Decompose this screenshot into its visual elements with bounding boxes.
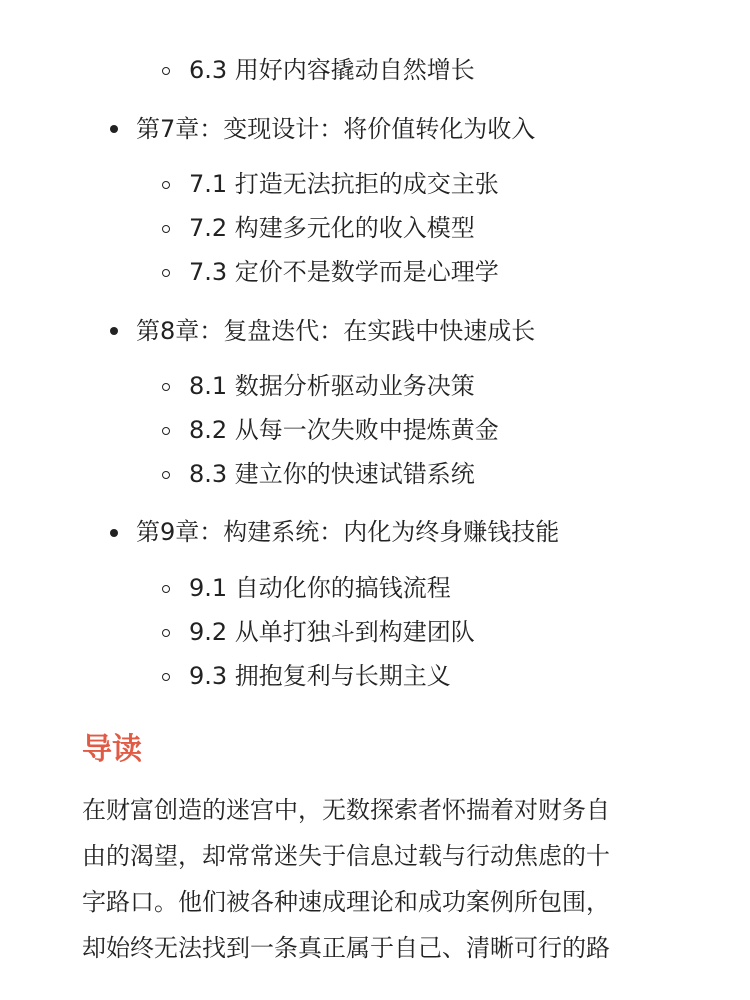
toc-subsection-label: 7.3 定价不是数学而是心理学 [189, 258, 499, 286]
hollow-circle-bullet-icon [162, 181, 170, 189]
toc-subsection-label: 8.1 数据分析驱动业务决策 [189, 372, 475, 400]
paragraph-line: 由的渴望，却常常迷失于信息过载与行动焦虑的十 [82, 842, 610, 870]
paragraph-line: 字路口。他们被各种速成理论和成功案例所包围， [82, 888, 610, 916]
paragraph-line: 在财富创造的迷宫中，无数探索者怀揣着对财务自 [82, 796, 610, 824]
filled-dot-bullet-icon [110, 327, 118, 335]
hollow-circle-bullet-icon [162, 67, 170, 75]
toc-subsection-label: 7.2 构建多元化的收入模型 [189, 214, 475, 242]
filled-dot-bullet-icon [110, 529, 118, 537]
hollow-circle-bullet-icon [162, 225, 170, 233]
hollow-circle-bullet-icon [162, 585, 170, 593]
hollow-circle-bullet-icon [162, 629, 170, 637]
hollow-circle-bullet-icon [162, 673, 170, 681]
toc-subsection-label: 9.3 拥抱复利与长期主义 [189, 662, 451, 690]
toc-subsection-label: 8.3 建立你的快速试错系统 [189, 460, 475, 488]
intro-paragraph [82, 787, 682, 971]
hollow-circle-bullet-icon [162, 427, 170, 435]
toc-subsection-label: 9.1 自动化你的搞钱流程 [189, 574, 451, 602]
toc-chapter-label: 第9章：构建系统：内化为终身赚钱技能 [136, 518, 560, 546]
toc-subsection-label: 8.2 从每一次失败中提炼黄金 [189, 416, 499, 444]
section-heading: 导读 [82, 732, 142, 767]
paragraph-line: 却始终无法找到一条真正属于自己、清晰可行的路 [82, 934, 610, 962]
toc-subsection-label: 9.2 从单打独斗到构建团队 [189, 618, 475, 646]
filled-dot-bullet-icon [110, 125, 118, 133]
toc-subsection-label: 6.3 用好内容撬动自然增长 [189, 56, 475, 84]
toc-subsection-label: 7.1 打造无法抗拒的成交主张 [189, 170, 499, 198]
hollow-circle-bullet-icon [162, 383, 170, 391]
hollow-circle-bullet-icon [162, 471, 170, 479]
toc-chapter-label: 第8章：复盘迭代：在实践中快速成长 [136, 317, 536, 345]
hollow-circle-bullet-icon [162, 269, 170, 277]
toc-chapter-label: 第7章：变现设计：将价值转化为收入 [136, 115, 536, 143]
